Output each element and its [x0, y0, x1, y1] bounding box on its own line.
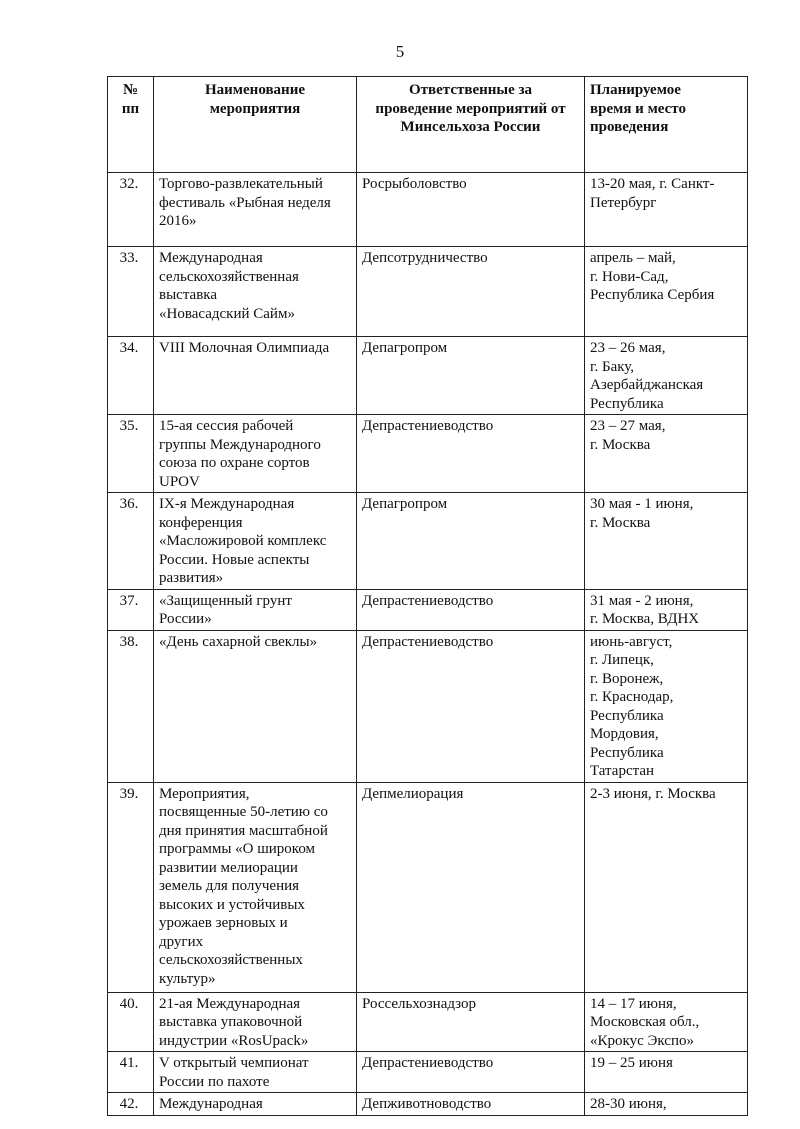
event-name: «Защищенный грунт России» [154, 589, 357, 630]
responsible-department: Депмелиорация [357, 782, 585, 992]
time-and-place: 28-30 июня, [585, 1093, 748, 1116]
event-name: IX-я Международная конференция «Масложировой комплекс России. Новые аспекты развития» [154, 493, 357, 590]
row-number: 32. [108, 173, 154, 247]
table-row [108, 173, 748, 247]
time-and-place: 31 мая - 2 июня, г. Москва, ВДНХ [585, 589, 748, 630]
event-name: V открытый чемпионат России по пахоте [154, 1052, 357, 1093]
row-number: 40. [108, 992, 154, 1052]
table-row [108, 630, 748, 782]
page-number: 5 [395, 42, 405, 61]
table-row [108, 1093, 748, 1116]
table-header-row [108, 77, 748, 173]
time-and-place: 23 – 27 мая, г. Москва [585, 415, 748, 493]
time-and-place: 13-20 мая, г. Санкт- Петербург [585, 173, 748, 247]
event-name: Мероприятия, посвященные 50-летию со дня принятия масштабной программы «О широком развитии мелиорации земель для получения высоких и устойчивых урожаев зерновых и других сельскохозяйственных культур» [154, 782, 357, 992]
row-number: 38. [108, 630, 154, 782]
header-number: № пп [108, 77, 154, 173]
row-number: 33. [108, 247, 154, 337]
time-and-place: 23 – 26 мая, г. Баку, Азербайджанская Республика [585, 337, 748, 415]
responsible-department: Депагропром [357, 493, 585, 590]
table-row [108, 415, 748, 493]
header-event-name: Наименование мероприятия [154, 77, 357, 173]
table-row [108, 1052, 748, 1093]
header-time-place: Планируемое время и место проведения [585, 77, 748, 173]
table-row [108, 493, 748, 590]
time-and-place: 2-3 июня, г. Москва [585, 782, 748, 992]
events-table [107, 76, 748, 1116]
responsible-department: Депрастениеводство [357, 589, 585, 630]
responsible-department: Россельхознадзор [357, 992, 585, 1052]
row-number: 34. [108, 337, 154, 415]
table-row [108, 589, 748, 630]
responsible-department: Депрастениеводство [357, 630, 585, 782]
event-name: Международная сельскохозяйственная выставка «Новасадский Сайм» [154, 247, 357, 337]
table-row [108, 992, 748, 1052]
event-name: «День сахарной свеклы» [154, 630, 357, 782]
responsible-department: Депживотноводство [357, 1093, 585, 1116]
row-number: 36. [108, 493, 154, 590]
responsible-department: Росрыболовство [357, 173, 585, 247]
row-number: 37. [108, 589, 154, 630]
responsible-department: Депрастениеводство [357, 415, 585, 493]
table-row [108, 337, 748, 415]
responsible-department: Депагропром [357, 337, 585, 415]
time-and-place: апрель – май, г. Нови-Сад, Республика Сербия [585, 247, 748, 337]
row-number: 42. [108, 1093, 154, 1116]
event-name: VIII Молочная Олимпиада [154, 337, 357, 415]
header-responsible: Ответственные за проведение мероприятий от Минсельхоза России [357, 77, 585, 173]
table-row [108, 782, 748, 992]
time-and-place: 14 – 17 июня, Московская обл., «Крокус Экспо» [585, 992, 748, 1052]
row-number: 39. [108, 782, 154, 992]
row-number: 41. [108, 1052, 154, 1093]
event-name: 21-ая Международная выставка упаковочной индустрии «RosUpack» [154, 992, 357, 1052]
event-name: 15-ая сессия рабочей группы Международного союза по охране сортов UPOV [154, 415, 357, 493]
event-name: Международная [154, 1093, 357, 1116]
table-row [108, 247, 748, 337]
time-and-place: июнь-август, г. Липецк, г. Воронеж, г. Краснодар, Республика Мордовия, Республика Татарстан [585, 630, 748, 782]
row-number: 35. [108, 415, 154, 493]
responsible-department: Депрастениеводство [357, 1052, 585, 1093]
responsible-department: Депсотрудничество [357, 247, 585, 337]
time-and-place: 19 – 25 июня [585, 1052, 748, 1093]
time-and-place: 30 мая - 1 июня, г. Москва [585, 493, 748, 590]
event-name: Торгово-развлекательный фестиваль «Рыбная неделя 2016» [154, 173, 357, 247]
